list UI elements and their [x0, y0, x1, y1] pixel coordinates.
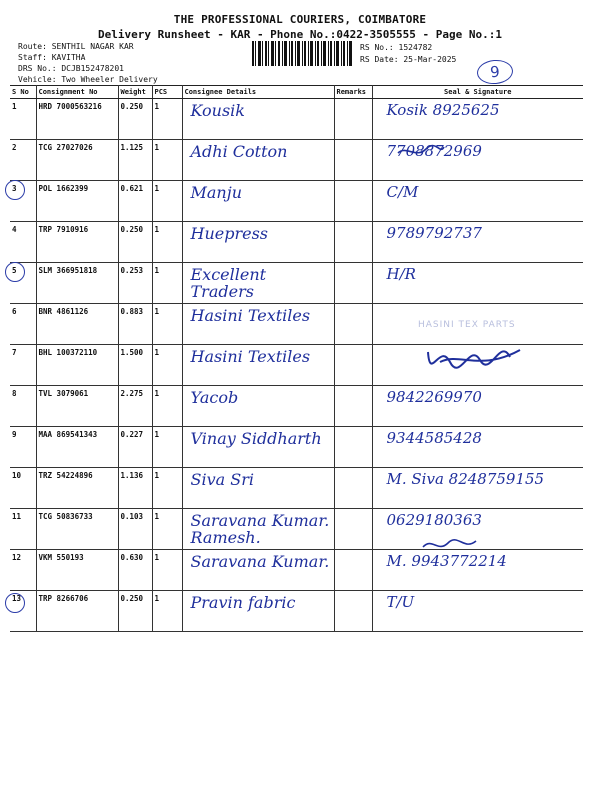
row-pcs: 1 — [152, 140, 182, 181]
row-sno: 8 — [10, 386, 36, 427]
row-consignment-no: TRZ 54224896 — [36, 468, 118, 509]
page-mark-circled: 9 — [476, 58, 514, 85]
handwritten-signature: 9789792737 — [386, 224, 482, 242]
row-consignee — [182, 140, 334, 181]
handwritten-consignee: Pravin fabric — [190, 593, 296, 612]
table-row — [10, 99, 583, 140]
row-remarks — [334, 550, 372, 591]
row-pcs: 1 — [152, 591, 182, 632]
row-pcs: 1 — [152, 222, 182, 263]
row-signature — [372, 427, 583, 468]
row-consignee — [182, 591, 334, 632]
row-signature — [372, 99, 583, 140]
row-weight: 0.253 — [118, 263, 152, 304]
route-label: Route: SENTHIL NAGAR KAR — [18, 42, 134, 51]
row-pcs: 1 — [152, 550, 182, 591]
row-weight: 0.103 — [118, 509, 152, 550]
row-signature — [372, 591, 583, 632]
handwritten-consignee: Siva Sri — [190, 470, 254, 489]
staff-label: Staff: KAVITHA — [18, 53, 86, 62]
row-remarks — [334, 386, 372, 427]
handwritten-signature: 7708872969 — [386, 142, 482, 160]
table-row — [10, 550, 583, 591]
row-sno: 12 — [10, 550, 36, 591]
row-pcs: 1 — [152, 304, 182, 345]
runsheet-title: Delivery Runsheet - KAR - Phone No.:0422-3505555 - Page No.:1 — [98, 28, 502, 41]
row-weight: 1.500 — [118, 345, 152, 386]
handwritten-consignee: Hasini Textiles — [190, 306, 311, 325]
row-5-circle-mark — [5, 262, 25, 282]
row-weight: 0.227 — [118, 427, 152, 468]
row-sno: 11 — [10, 509, 36, 550]
row-pcs: 1 — [152, 345, 182, 386]
handwritten-signature: 9344585428 — [386, 429, 482, 447]
row-consignment-no: MAA 869541343 — [36, 427, 118, 468]
row-signature — [372, 263, 583, 304]
handwritten-signature: M. Siva 8248759155 — [386, 470, 545, 488]
row-remarks — [334, 509, 372, 550]
row-consignment-no: TRP 7910916 — [36, 222, 118, 263]
row-consignment-no: TVL 3079061 — [36, 386, 118, 427]
row-pcs: 1 — [152, 468, 182, 509]
row-consignment-no: VKM 550193 — [36, 550, 118, 591]
row-remarks — [334, 427, 372, 468]
row-weight: 2.275 — [118, 386, 152, 427]
row-consignee — [182, 304, 334, 345]
col-consignment: Consignment No — [36, 86, 118, 99]
handwritten-signature: Kosik 8925625 — [386, 101, 500, 119]
drs-label: DRS No.: DCJB152478201 — [18, 64, 124, 73]
table-header — [10, 86, 583, 99]
row-pcs: 1 — [152, 99, 182, 140]
barcode-image — [252, 41, 352, 66]
row-consignment-no: BNR 4861126 — [36, 304, 118, 345]
row-sno: 1 — [10, 99, 36, 140]
handwritten-consignee: Saravana Kumar. Ramesh. — [190, 511, 330, 547]
row-remarks — [334, 99, 372, 140]
table-row — [10, 140, 583, 181]
row-weight: 0.621 — [118, 181, 152, 222]
row-consignee — [182, 99, 334, 140]
handwritten-consignee: Adhi Cotton — [190, 142, 288, 161]
row-sno: 3 — [10, 181, 36, 222]
company-title: THE PROFESSIONAL COURIERS, COIMBATORE — [173, 13, 427, 26]
table-row — [10, 263, 583, 304]
row-pcs: 1 — [152, 263, 182, 304]
row-weight: 1.136 — [118, 468, 152, 509]
row-weight: 0.250 — [118, 591, 152, 632]
row-signature — [372, 468, 583, 509]
row-sno: 5 — [10, 263, 36, 304]
row-consignee — [182, 509, 334, 550]
table-row — [10, 591, 583, 632]
row-pcs: 1 — [152, 509, 182, 550]
table-row — [10, 509, 583, 550]
row-consignee — [182, 181, 334, 222]
handwritten-signature: 9842269970 — [386, 388, 482, 406]
row-remarks — [334, 591, 372, 632]
row-consignment-no: SLM 366951818 — [36, 263, 118, 304]
row-weight: 0.250 — [118, 99, 152, 140]
col-pcs: PCS — [152, 86, 182, 99]
row-consignee — [182, 222, 334, 263]
signature-scribble-row2 — [396, 143, 446, 161]
row-consignment-no: BHL 100372110 — [36, 345, 118, 386]
row-sno: 9 — [10, 427, 36, 468]
handwritten-consignee: Manju — [190, 183, 242, 202]
row-signature — [372, 222, 583, 263]
row-weight: 0.883 — [118, 304, 152, 345]
row-consignment-no: HRD 7000563216 — [36, 99, 118, 140]
row-consignment-no: TRP 8266706 — [36, 591, 118, 632]
handwritten-signature: 0629180363 — [386, 511, 482, 529]
handwritten-consignee: Kousik — [190, 101, 245, 120]
row-consignee — [182, 386, 334, 427]
signature-scribble-row7 — [420, 332, 530, 392]
row-consignment-no: TCG 27027026 — [36, 140, 118, 181]
row-sno: 2 — [10, 140, 36, 181]
row-sno: 6 — [10, 304, 36, 345]
table-row — [10, 427, 583, 468]
row-remarks — [334, 304, 372, 345]
row-weight: 0.630 — [118, 550, 152, 591]
row-consignee — [182, 263, 334, 304]
handwritten-signature: M. 9943772214 — [386, 552, 507, 570]
row-remarks — [334, 140, 372, 181]
table-row — [10, 468, 583, 509]
handwritten-consignee: Yacob — [190, 388, 239, 407]
handwritten-consignee: Vinay Siddharth — [190, 429, 322, 448]
table-row — [10, 181, 583, 222]
row-consignee — [182, 550, 334, 591]
handwritten-consignee: Hasini Textiles — [190, 347, 311, 366]
col-sno: S No — [10, 86, 36, 99]
table-row — [10, 222, 583, 263]
row-weight: 0.250 — [118, 222, 152, 263]
row-remarks — [334, 345, 372, 386]
row-consignment-no: POL 1662399 — [36, 181, 118, 222]
row-13-circle-mark — [5, 593, 25, 613]
row-3-circle-mark — [5, 180, 25, 200]
row-sno: 13 — [10, 591, 36, 632]
row-consignment-no: TCG 50836733 — [36, 509, 118, 550]
handwritten-consignee: Huepress — [190, 224, 269, 243]
row-consignee — [182, 427, 334, 468]
row-weight: 1.125 — [118, 140, 152, 181]
handwritten-signature: H/R — [386, 265, 416, 283]
handwritten-signature: C/M — [386, 183, 419, 201]
row-consignee — [182, 345, 334, 386]
rs-number: RS No.: 1524782 — [360, 43, 433, 52]
row-pcs: 1 — [152, 386, 182, 427]
rs-date: RS Date: 25-Mar-2025 — [360, 55, 457, 64]
col-consignee: Consignee Details — [182, 86, 334, 99]
vehicle-label: Vehicle: Two Wheeler Delivery — [18, 75, 158, 84]
row-signature — [372, 550, 583, 591]
row-sno: 4 — [10, 222, 36, 263]
row-remarks — [334, 263, 372, 304]
row-signature — [372, 181, 583, 222]
col-signature: Seal & Signature — [372, 86, 583, 99]
row-consignee — [182, 468, 334, 509]
row-sno: 7 — [10, 345, 36, 386]
handwritten-consignee: Excellent Traders — [190, 265, 267, 301]
row-remarks — [334, 222, 372, 263]
row-pcs: 1 — [152, 181, 182, 222]
row-sno: 10 — [10, 468, 36, 509]
row-pcs: 1 — [152, 427, 182, 468]
company-stamp: HASINI TEX PARTS — [418, 320, 516, 330]
handwritten-consignee: Saravana Kumar. — [190, 552, 330, 571]
handwritten-signature: T/U — [386, 593, 415, 611]
col-weight: Weight — [118, 86, 152, 99]
row-remarks — [334, 181, 372, 222]
signature-scribble-row11 — [420, 535, 480, 555]
row-remarks — [334, 468, 372, 509]
col-remarks: Remarks — [334, 86, 372, 99]
